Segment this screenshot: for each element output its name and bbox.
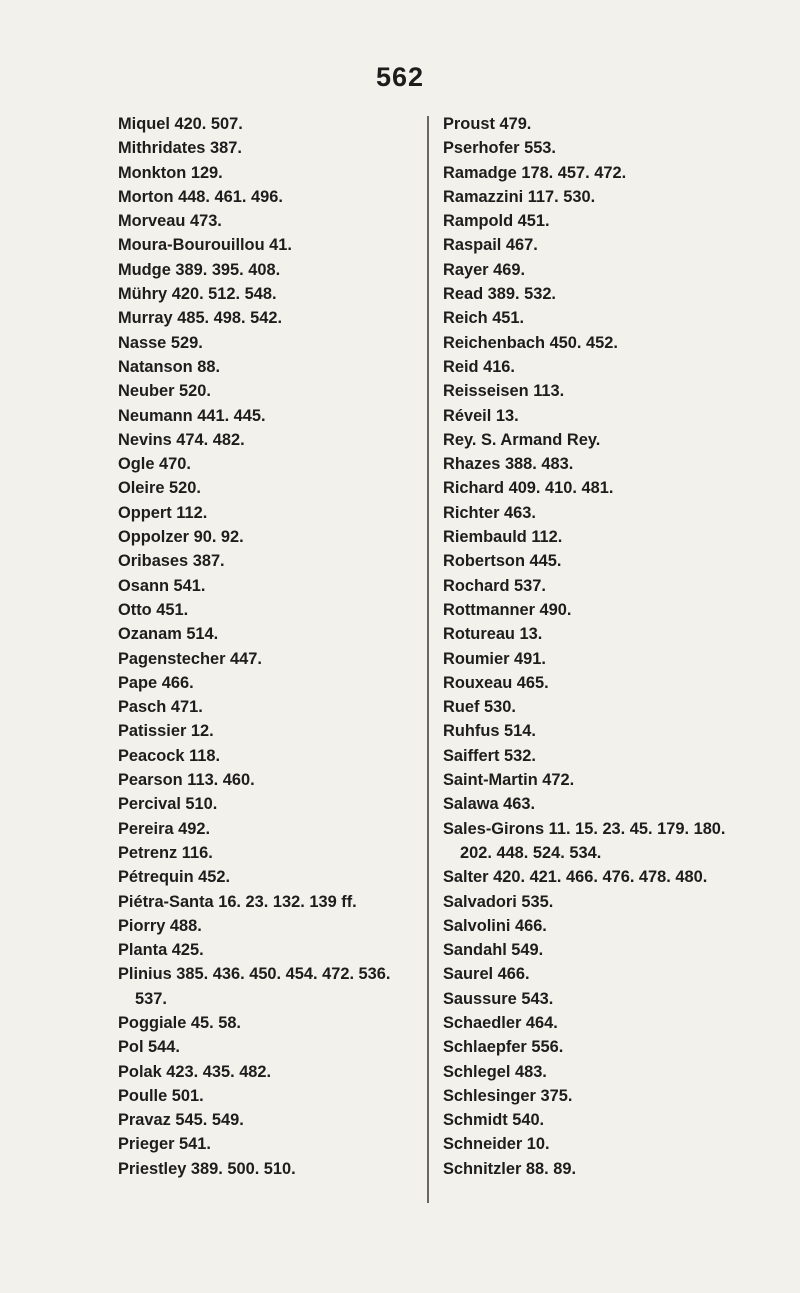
index-entry: Planta 425. xyxy=(118,941,204,960)
index-column-left xyxy=(118,112,418,1181)
index-entry: Osann 541. xyxy=(118,576,206,595)
index-entry: Reich 451. xyxy=(443,309,525,328)
index-entry-continuation: 537. xyxy=(135,989,167,1008)
index-entry: Prieger 541. xyxy=(118,1135,211,1154)
index-entry: Salter 420. 421. 466. 476. 478. 480. xyxy=(443,868,708,887)
index-entry: Rochard 537. xyxy=(443,576,546,595)
index-entry: Schmidt 540. xyxy=(443,1111,545,1130)
index-entry: Saurel 466. xyxy=(443,965,530,984)
index-entry: Pasch 471. xyxy=(118,698,203,717)
index-entry: Oribases 387. xyxy=(118,552,225,571)
index-entry: Monkton 129. xyxy=(118,163,223,182)
index-entry: Ogle 470. xyxy=(118,455,191,474)
index-entry: Reichenbach 450. 452. xyxy=(443,333,618,352)
index-entry: Schlegel 483. xyxy=(443,1062,547,1081)
index-column-right xyxy=(443,112,788,1181)
index-entry: Mithridates 387. xyxy=(118,139,242,158)
index-entry: Robertson 445. xyxy=(443,552,562,571)
index-entry: Schneider 10. xyxy=(443,1135,550,1154)
index-entry: Pétrequin 452. xyxy=(118,868,231,887)
index-entry: Richter 463. xyxy=(443,503,536,522)
index-entry: Riembauld 112. xyxy=(443,528,563,547)
index-entry: Rottmanner 490. xyxy=(443,600,572,619)
index-entry: Rey. S. Armand Rey. xyxy=(443,430,601,449)
index-entry: Schaedler 464. xyxy=(443,1013,558,1032)
index-entry: Sandahl 549. xyxy=(443,941,544,960)
index-entry: Nasse 529. xyxy=(118,333,203,352)
index-entry: Peacock 118. xyxy=(118,746,221,765)
index-entry: Oleire 520. xyxy=(118,479,201,498)
index-entry: Neumann 441. 445. xyxy=(118,406,266,425)
index-entry: Nevins 474. 482. xyxy=(118,430,245,449)
index-entry: Rayer 469. xyxy=(443,260,526,279)
index-entry: Ramazzini 117. 530. xyxy=(443,187,596,206)
index-entry: Percival 510. xyxy=(118,795,218,814)
index-entry: Saiffert 532. xyxy=(443,746,536,765)
index-entry: Pape 466. xyxy=(118,673,194,692)
page-number: 562 xyxy=(375,62,425,92)
index-entry: Saint-Martin 472. xyxy=(443,771,575,790)
index-entry: Réveil 13. xyxy=(443,406,519,425)
index-entry: Mudge 389. 395. 408. xyxy=(118,260,281,279)
index-entry: Murray 485. 498. 542. xyxy=(118,309,283,328)
index-entry: Reid 416. xyxy=(443,357,515,376)
index-entry: Schnitzler 88. 89. xyxy=(443,1159,577,1178)
index-entry: Oppert 112. xyxy=(118,503,208,522)
index-entry: Morton 448. 461. 496. xyxy=(118,187,283,206)
index-entry: Poggiale 45. 58. xyxy=(118,1013,241,1032)
index-entry: Proust 479. xyxy=(443,115,532,133)
index-entry: Raspail 467. xyxy=(443,236,538,255)
index-entry: Ramadge 178. 457. 472. xyxy=(443,163,627,182)
index-entry: Polak 423. 435. 482. xyxy=(118,1062,272,1081)
index-entry: Ruef 530. xyxy=(443,698,516,717)
index-entry: Roumier 491. xyxy=(443,649,546,668)
index-entry: Pagenstecher 447. xyxy=(118,649,262,668)
index-entry: Sales-Girons 11. 15. 23. 45. 179. 180. xyxy=(443,819,726,838)
index-entry: Schlaepfer 556. xyxy=(443,1038,564,1057)
index-entry: Ozanam 514. xyxy=(118,625,219,644)
index-entry: Salawa 463. xyxy=(443,795,536,814)
index-entry: Oppolzer 90. 92. xyxy=(118,528,244,547)
index-entry: Salvadori 535. xyxy=(443,892,554,911)
index-entry: Rampold 451. xyxy=(443,212,550,231)
index-entry: Pravaz 545. 549. xyxy=(118,1111,244,1130)
index-entry: Pearson 113. 460. xyxy=(118,771,255,790)
index-entry: Otto 451. xyxy=(118,600,189,619)
index-entry: Piétra-Santa 16. 23. 132. 139 ff. xyxy=(118,892,357,911)
index-entry: Ruhfus 514. xyxy=(443,722,536,741)
index-entry: Richard 409. 410. 481. xyxy=(443,479,614,498)
index-entry: Salvolini 466. xyxy=(443,916,547,935)
index-entry: Piorry 488. xyxy=(118,916,202,935)
index-entry: Pol 544. xyxy=(118,1038,180,1057)
index-entry: Neuber 520. xyxy=(118,382,211,401)
index-entry: Miquel 420. 507. xyxy=(118,115,243,133)
index-entry: Petrenz 116. xyxy=(118,843,213,862)
index-entry: Rhazes 388. 483. xyxy=(443,455,574,474)
index-entry: Moura-Bourouillou 41. xyxy=(118,236,292,255)
column-divider xyxy=(427,116,429,1203)
index-entry: Read 389. 532. xyxy=(443,285,556,304)
index-entry: Patissier 12. xyxy=(118,722,214,741)
index-entry: Mühry 420. 512. 548. xyxy=(118,285,277,304)
index-entry: Natanson 88. xyxy=(118,357,221,376)
index-entry: Pereira 492. xyxy=(118,819,211,838)
index-entry: Schlesinger 375. xyxy=(443,1086,573,1105)
index-entry: Plinius 385. 436. 450. 454. 472. 536. xyxy=(118,965,391,984)
index-entry: Morveau 473. xyxy=(118,212,222,231)
index-entry: Pserhofer 553. xyxy=(443,139,556,158)
index-entry: Rotureau 13. xyxy=(443,625,543,644)
index-entry: Poulle 501. xyxy=(118,1086,204,1105)
index-entry: Priestley 389. 500. 510. xyxy=(118,1159,296,1178)
index-entry: Saussure 543. xyxy=(443,989,554,1008)
index-entry: Rouxeau 465. xyxy=(443,673,549,692)
index-entry-continuation: 202. 448. 524. 534. xyxy=(460,843,602,862)
index-entry: Reisseisen 113. xyxy=(443,382,565,401)
